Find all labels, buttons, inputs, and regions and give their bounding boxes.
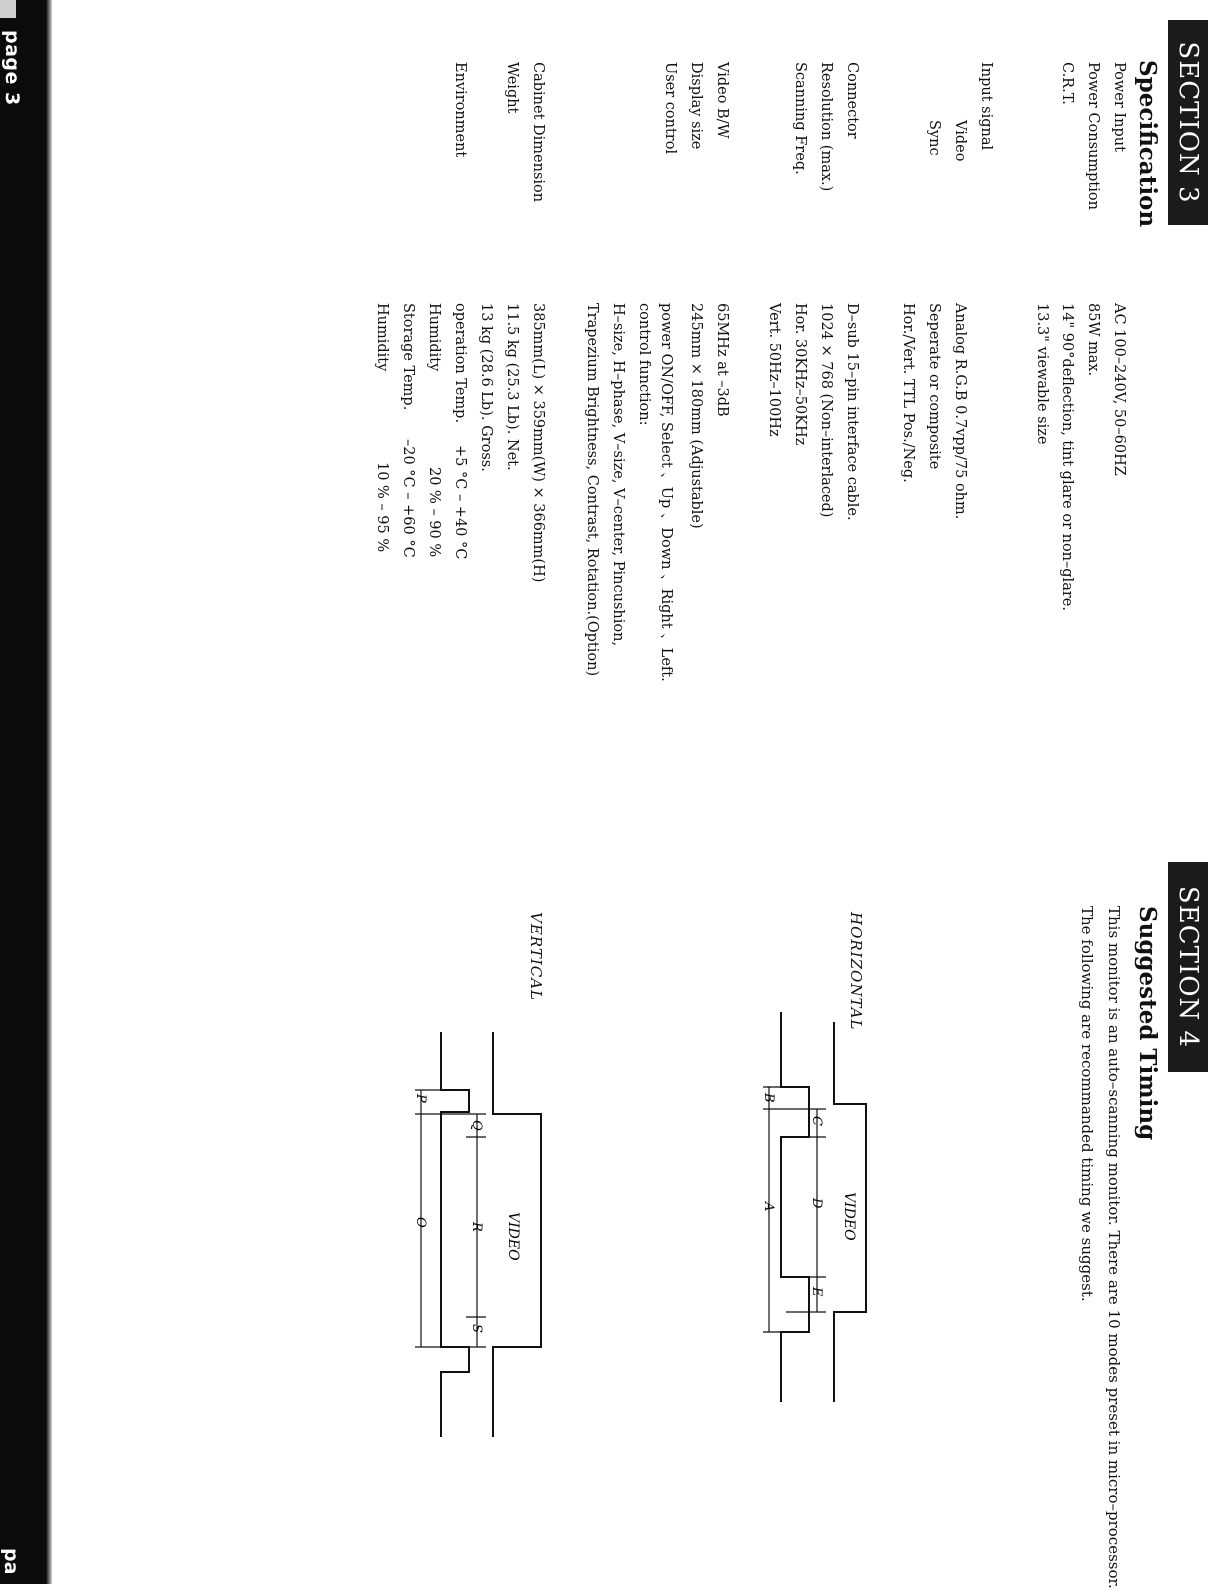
spec-value: 14" 90°deflection, tint glare or non–glare. — [1059, 303, 1075, 611]
strip-edge — [46, 0, 52, 1584]
spec-label: Environment — [452, 62, 468, 158]
h-sync-waveform — [781, 1012, 809, 1402]
spec-value: power ON/OFF, Select 、Up 、Down 、Right 、Left. — [658, 303, 674, 682]
environment-range: –20 °C – +60 °C — [400, 439, 416, 558]
vertical-timing-diagram — [341, 862, 601, 1582]
spec-value: 245mm × 180mm (Adjustable) — [688, 303, 704, 529]
h-d-label: D — [809, 1198, 824, 1209]
binding-strip — [0, 0, 50, 1584]
page-label: page 3 — [1, 30, 23, 106]
section-3-title: Specification — [1134, 60, 1161, 228]
spec-label: C.R.T. — [1059, 62, 1075, 105]
spec-label: Resolution (max.) — [818, 62, 834, 192]
spec-label: Display size — [688, 62, 704, 150]
spec-label: Input signal — [978, 62, 994, 151]
spec-label: Video — [952, 120, 968, 162]
v-video-label: VIDEO — [505, 1212, 521, 1261]
spec-value: 385mm(L) × 359mm(W) × 366mm(H) — [530, 303, 546, 583]
spec-label: Power Consumption — [1085, 62, 1101, 210]
spec-value: Vert. 50Hz–100Hz — [766, 303, 782, 437]
h-a-label: A — [761, 1202, 776, 1212]
rotated-page — [61, 0, 1221, 1589]
spec-value: 1024 × 768 (Non–interlaced) — [818, 303, 834, 518]
spec-label: User control — [662, 62, 678, 155]
spec-value: 85W max. — [1085, 303, 1101, 377]
spec-value: 13 kg (28.6 Lb). Gross. — [478, 303, 494, 472]
v-r-label: R — [469, 1222, 484, 1232]
v-o-label: O — [413, 1217, 428, 1228]
spec-label: Cabinet Dimension — [530, 62, 546, 203]
spec-value: Hor. 30KHz–50KHz — [792, 303, 808, 446]
spec-label: Scanning Freq. — [792, 62, 808, 175]
spec-value: Humidity — [426, 303, 442, 372]
spec-value: Seperate or composite — [926, 303, 942, 470]
environment-range: 10 % – 95 % — [374, 462, 390, 553]
horizontal-timing-diagram — [681, 862, 921, 1582]
spec-value: H–size, H–phase, V–size, V–center, Pincushion, — [610, 303, 626, 647]
spec-value: Trapezium Brightness, Contrast, Rotation.(Option) — [584, 303, 600, 677]
spec-label: Power Input — [1111, 62, 1127, 152]
v-sync-waveform — [441, 1032, 469, 1437]
spec-value: AC 100–240V, 50–60HZ — [1111, 303, 1127, 476]
h-e-label: E — [809, 1287, 824, 1297]
spec-value: Analog R.G.B 0.7vpp/75 ohm. — [952, 303, 968, 520]
spec-label: Sync — [926, 120, 942, 156]
h-b-label: B — [761, 1093, 776, 1103]
spec-value: operation Temp. — [452, 303, 468, 424]
h-video-label: VIDEO — [841, 1192, 857, 1241]
horizontal-label: HORIZONTAL — [847, 912, 865, 1031]
spec-value: D–sub 15–pin interface cable. — [844, 303, 860, 521]
v-p-label: P — [413, 1094, 428, 1103]
spec-value: control function: — [636, 303, 652, 426]
environment-range: +5 °C – +40 °C — [452, 445, 468, 560]
spec-value: 11.5 kg (25.3 Lb). Net. — [504, 303, 520, 471]
section-4-badge: SECTION 4 — [1168, 862, 1208, 1072]
environment-range: 20 % – 90 % — [426, 467, 442, 558]
spec-value: 65MHz at –3dB — [714, 303, 730, 417]
spec-value: Storage Temp. — [400, 303, 416, 411]
spec-label: Connector — [844, 62, 860, 139]
v-q-label: Q — [469, 1120, 484, 1131]
v-s-label: S — [469, 1324, 484, 1333]
spec-value: Humidity — [374, 303, 390, 372]
section-3-badge: SECTION 3 — [1168, 20, 1208, 225]
vertical-label: VERTICAL — [527, 912, 545, 1002]
page-label-cut: pa — [0, 1548, 22, 1575]
strip-notch — [0, 0, 16, 18]
spec-label: Video B/W — [714, 62, 730, 139]
h-c-label: C — [809, 1116, 824, 1126]
spec-value: Hor./Vert. TTL Pos./Neg. — [900, 303, 916, 483]
section-4-title: Suggested Timing — [1134, 906, 1161, 1141]
spec-label: Weight — [504, 62, 520, 114]
section-4-intro: This monitor is an auto–scanning monitor. There are 10 modes preset in micro–processor. The following are recommanded timing we suggest. — [1078, 906, 1123, 1589]
spec-value: 13.3" viewable size — [1034, 303, 1050, 445]
